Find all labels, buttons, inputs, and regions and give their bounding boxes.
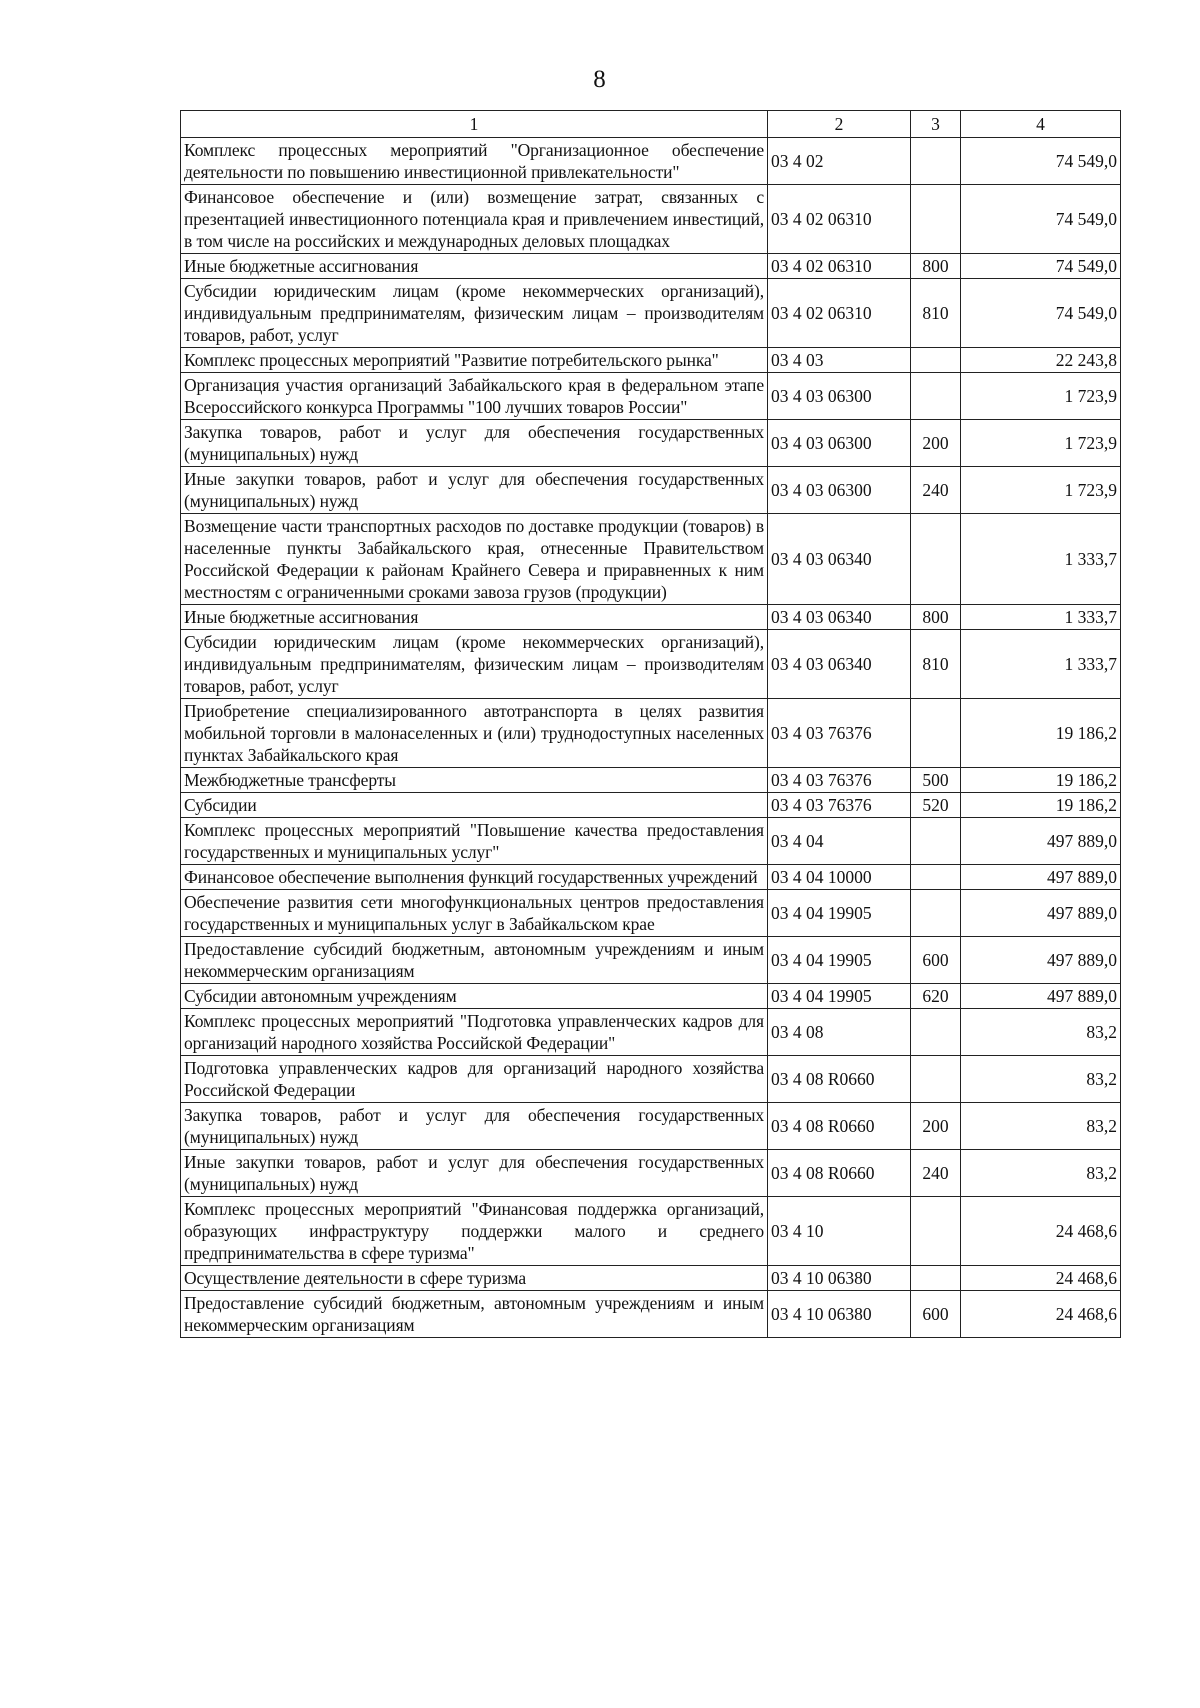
row-amount: 1 333,7 <box>961 630 1121 699</box>
row-code: 03 4 03 06300 <box>768 467 911 514</box>
row-name: Организация участия организаций Забайкальского края в федеральном этапе Всероссийского конкурса Программы "100 лучших товаров России" <box>181 373 768 420</box>
table-body <box>181 138 1121 1338</box>
row-amount: 83,2 <box>961 1150 1121 1197</box>
row-name: Межбюджетные трансферты <box>181 768 768 793</box>
row-name: Осуществление деятельности в сфере туризма <box>181 1266 768 1291</box>
row-amount: 1 333,7 <box>961 605 1121 630</box>
table-header-row <box>181 111 1121 138</box>
row-code: 03 4 03 76376 <box>768 699 911 768</box>
row-code: 03 4 04 19905 <box>768 937 911 984</box>
row-name: Субсидии юридическим лицам (кроме некоммерческих организаций), индивидуальным предпринимателям, физическим лицам – производителям товаров, работ, услуг <box>181 279 768 348</box>
row-type <box>911 818 961 865</box>
table-row <box>181 185 1121 254</box>
table-row <box>181 138 1121 185</box>
table-row <box>181 605 1121 630</box>
row-name: Субсидии <box>181 793 768 818</box>
row-type <box>911 1009 961 1056</box>
row-code: 03 4 03 06300 <box>768 420 911 467</box>
row-code: 03 4 02 06310 <box>768 254 911 279</box>
row-name: Обеспечение развития сети многофункциональных центров предоставления государственных и муниципальных услуг в Забайкальском крае <box>181 890 768 937</box>
row-amount: 19 186,2 <box>961 768 1121 793</box>
row-name: Комплекс процессных мероприятий "Развитие потребительского рынка" <box>181 348 768 373</box>
row-type <box>911 514 961 605</box>
row-name: Подготовка управленческих кадров для организаций народного хозяйства Российской Федерации <box>181 1056 768 1103</box>
row-name: Иные бюджетные ассигнования <box>181 605 768 630</box>
row-code: 03 4 03 <box>768 348 911 373</box>
row-code: 03 4 04 10000 <box>768 865 911 890</box>
row-amount: 1 723,9 <box>961 373 1121 420</box>
row-type <box>911 865 961 890</box>
row-type: 810 <box>911 279 961 348</box>
row-name: Иные закупки товаров, работ и услуг для обеспечения государственных (муниципальных) нужд <box>181 467 768 514</box>
row-code: 03 4 10 06380 <box>768 1291 911 1338</box>
row-name: Финансовое обеспечение выполнения функций государственных учреждений <box>181 865 768 890</box>
row-name: Иные закупки товаров, работ и услуг для обеспечения государственных (муниципальных) нужд <box>181 1150 768 1197</box>
table-row <box>181 768 1121 793</box>
row-type: 500 <box>911 768 961 793</box>
table-row <box>181 1266 1121 1291</box>
row-name: Предоставление субсидий бюджетным, автономным учреждениям и иным некоммерческим организациям <box>181 1291 768 1338</box>
row-name: Комплекс процессных мероприятий "Организационное обеспечение деятельности по повышению инвестиционной привлекательности" <box>181 138 768 185</box>
row-code: 03 4 04 19905 <box>768 890 911 937</box>
row-type <box>911 185 961 254</box>
row-type: 200 <box>911 420 961 467</box>
row-name: Закупка товаров, работ и услуг для обеспечения государственных (муниципальных) нужд <box>181 1103 768 1150</box>
header-col-1: 1 <box>181 111 768 138</box>
row-code: 03 4 03 06340 <box>768 514 911 605</box>
row-name: Комплекс процессных мероприятий "Подготовка управленческих кадров для организаций народного хозяйства Российской Федерации" <box>181 1009 768 1056</box>
table-row <box>181 1056 1121 1103</box>
row-code: 03 4 08 R0660 <box>768 1103 911 1150</box>
row-amount: 497 889,0 <box>961 890 1121 937</box>
row-name: Субсидии юридическим лицам (кроме некоммерческих организаций), индивидуальным предпринимателям, физическим лицам – производителям товаров, работ, услуг <box>181 630 768 699</box>
header-col-3: 3 <box>911 111 961 138</box>
table-row <box>181 699 1121 768</box>
row-type <box>911 348 961 373</box>
table-row <box>181 348 1121 373</box>
row-type: 520 <box>911 793 961 818</box>
table-row <box>181 793 1121 818</box>
row-amount: 19 186,2 <box>961 793 1121 818</box>
row-code: 03 4 04 19905 <box>768 984 911 1009</box>
table-row <box>181 1009 1121 1056</box>
row-amount: 497 889,0 <box>961 865 1121 890</box>
table-row <box>181 630 1121 699</box>
row-type <box>911 373 961 420</box>
row-amount: 74 549,0 <box>961 254 1121 279</box>
row-amount: 74 549,0 <box>961 185 1121 254</box>
header-col-4: 4 <box>961 111 1121 138</box>
table-row <box>181 937 1121 984</box>
table-row <box>181 514 1121 605</box>
row-type <box>911 699 961 768</box>
row-amount: 497 889,0 <box>961 818 1121 865</box>
row-code: 03 4 02 <box>768 138 911 185</box>
row-code: 03 4 03 76376 <box>768 793 911 818</box>
row-type: 800 <box>911 605 961 630</box>
row-type <box>911 1056 961 1103</box>
row-code: 03 4 02 06310 <box>768 279 911 348</box>
table-row <box>181 865 1121 890</box>
row-amount: 83,2 <box>961 1103 1121 1150</box>
row-code: 03 4 08 R0660 <box>768 1150 911 1197</box>
row-type: 240 <box>911 467 961 514</box>
row-amount: 24 468,6 <box>961 1266 1121 1291</box>
table-row <box>181 1103 1121 1150</box>
table-row <box>181 467 1121 514</box>
row-code: 03 4 08 <box>768 1009 911 1056</box>
row-type: 240 <box>911 1150 961 1197</box>
row-code: 03 4 03 76376 <box>768 768 911 793</box>
row-code: 03 4 02 06310 <box>768 185 911 254</box>
page-number: 8 <box>593 66 607 93</box>
row-code: 03 4 03 06340 <box>768 605 911 630</box>
row-name: Комплекс процессных мероприятий "Повышение качества предоставления государственных и муниципальных услуг" <box>181 818 768 865</box>
row-code: 03 4 04 <box>768 818 911 865</box>
row-type: 800 <box>911 254 961 279</box>
row-amount: 1 723,9 <box>961 420 1121 467</box>
row-amount: 22 243,8 <box>961 348 1121 373</box>
row-name: Закупка товаров, работ и услуг для обеспечения государственных (муниципальных) нужд <box>181 420 768 467</box>
row-type: 600 <box>911 1291 961 1338</box>
table-row <box>181 1291 1121 1338</box>
row-name: Предоставление субсидий бюджетным, автономным учреждениям и иным некоммерческим организациям <box>181 937 768 984</box>
budget-table <box>180 110 1121 1338</box>
table-row <box>181 254 1121 279</box>
table-row <box>181 890 1121 937</box>
row-amount: 83,2 <box>961 1056 1121 1103</box>
table-row <box>181 1197 1121 1266</box>
table-row <box>181 279 1121 348</box>
row-amount: 74 549,0 <box>961 138 1121 185</box>
row-type: 200 <box>911 1103 961 1150</box>
row-type: 810 <box>911 630 961 699</box>
row-amount: 497 889,0 <box>961 984 1121 1009</box>
row-amount: 19 186,2 <box>961 699 1121 768</box>
row-amount: 24 468,6 <box>961 1291 1121 1338</box>
row-type: 620 <box>911 984 961 1009</box>
row-type <box>911 890 961 937</box>
row-code: 03 4 03 06340 <box>768 630 911 699</box>
row-name: Комплекс процессных мероприятий "Финансовая поддержка организаций, образующих инфраструктуру поддержки малого и среднего предпринимательства в сфере туризма" <box>181 1197 768 1266</box>
row-type <box>911 138 961 185</box>
row-name: Субсидии автономным учреждениям <box>181 984 768 1009</box>
row-type <box>911 1197 961 1266</box>
row-code: 03 4 03 06300 <box>768 373 911 420</box>
row-code: 03 4 08 R0660 <box>768 1056 911 1103</box>
table-row <box>181 420 1121 467</box>
row-name: Финансовое обеспечение и (или) возмещение затрат, связанных с презентацией инвестиционного потенциала края и привлечением инвестиций, в том числе на российских и международных деловых площадках <box>181 185 768 254</box>
row-amount: 24 468,6 <box>961 1197 1121 1266</box>
table-row <box>181 373 1121 420</box>
row-name: Приобретение специализированного автотранспорта в целях развития мобильной торговли в малонаселенных и (или) труднодоступных населенных пунктах Забайкальского края <box>181 699 768 768</box>
row-amount: 1 333,7 <box>961 514 1121 605</box>
header-col-2: 2 <box>768 111 911 138</box>
row-name: Иные бюджетные ассигнования <box>181 254 768 279</box>
table-row <box>181 984 1121 1009</box>
row-name: Возмещение части транспортных расходов по доставке продукции (товаров) в населенные пункты Забайкальского края, отнесенные Правительством Российской Федерации к районам Крайнего Севера и приравненных к ним местностям с ограниченными сроками завоза грузов (продукции) <box>181 514 768 605</box>
row-code: 03 4 10 06380 <box>768 1266 911 1291</box>
row-type <box>911 1266 961 1291</box>
row-amount: 83,2 <box>961 1009 1121 1056</box>
row-amount: 74 549,0 <box>961 279 1121 348</box>
row-amount: 497 889,0 <box>961 937 1121 984</box>
row-type: 600 <box>911 937 961 984</box>
row-code: 03 4 10 <box>768 1197 911 1266</box>
row-amount: 1 723,9 <box>961 467 1121 514</box>
table-row <box>181 818 1121 865</box>
table-row <box>181 1150 1121 1197</box>
